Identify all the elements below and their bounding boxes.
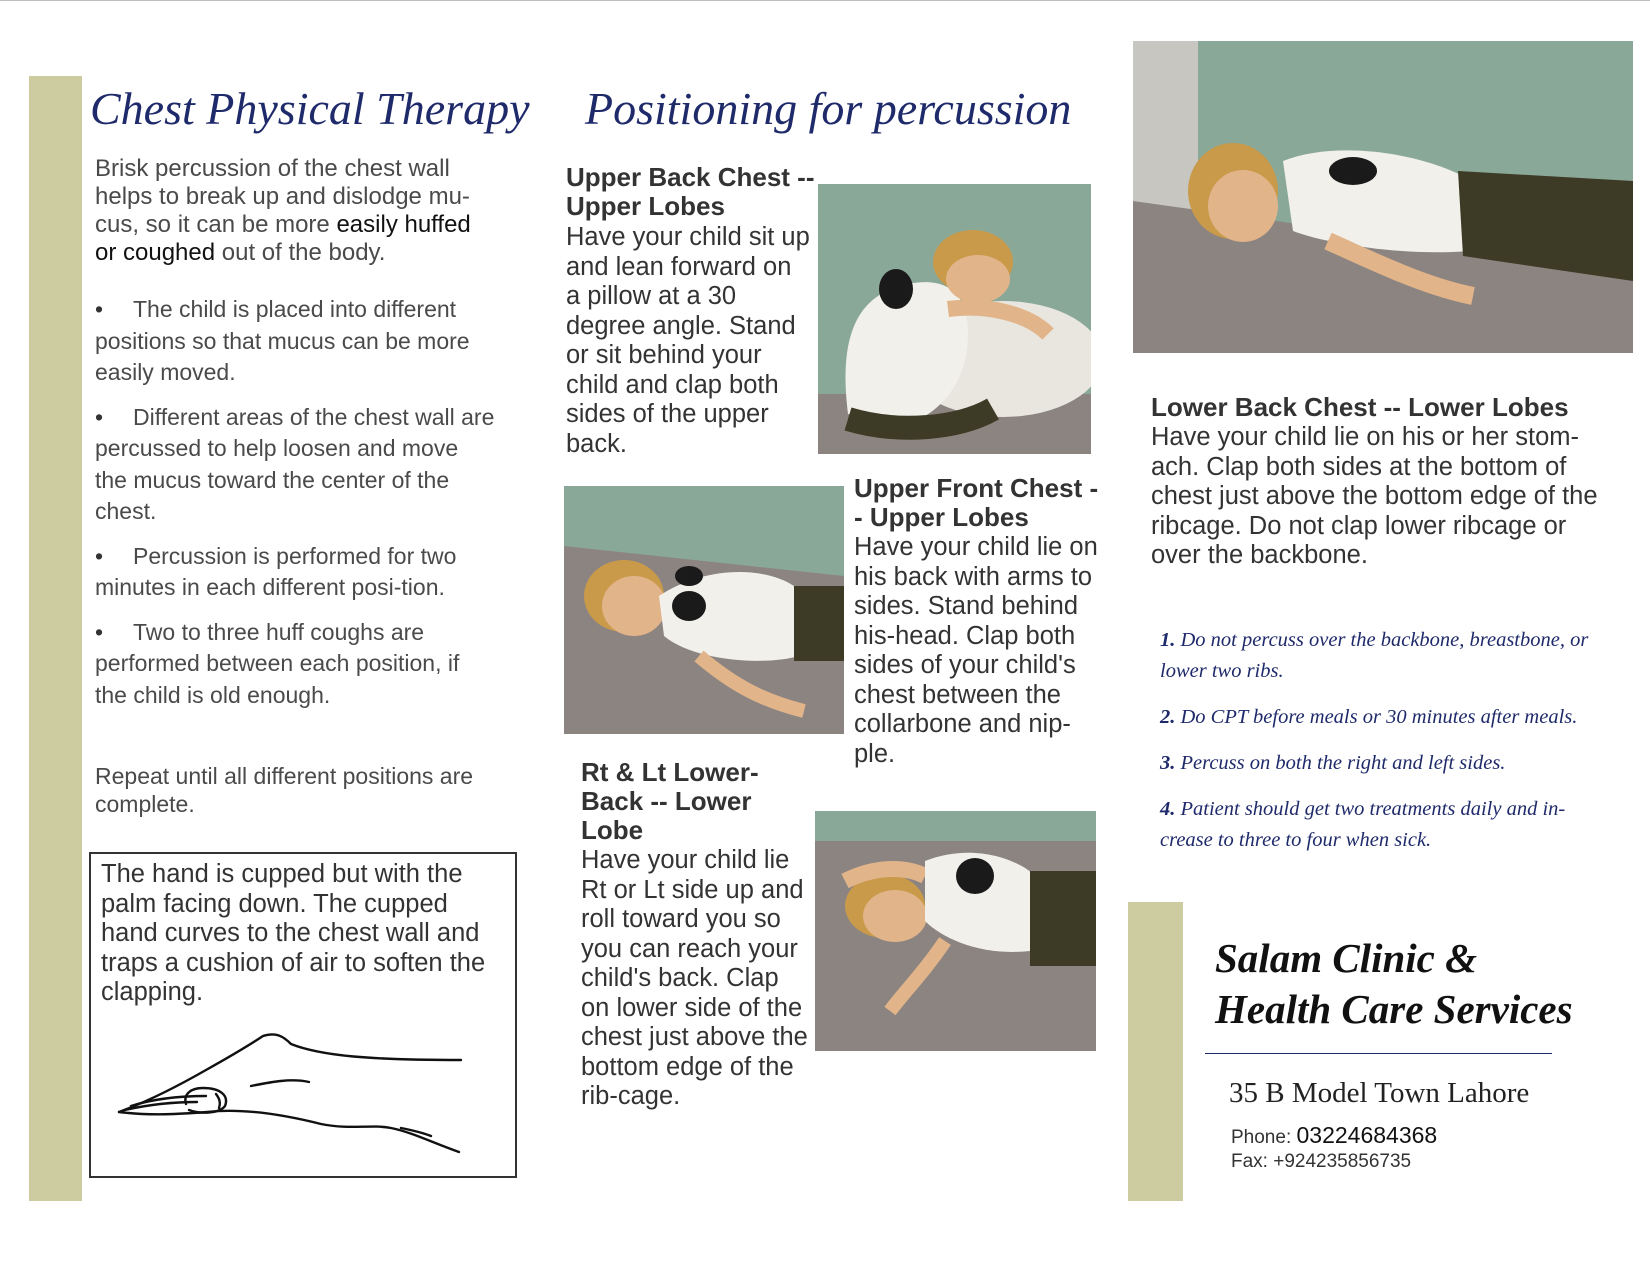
upper-front-heading: Upper Front Chest -- Upper Lobes (854, 473, 1099, 532)
clinic-phone (1231, 1122, 1437, 1149)
list-item (1160, 702, 1605, 733)
intro-text-b: easily huffed or coughed (95, 211, 471, 266)
list-item-text: Percussion is performed for two minutes in each different posi-tion. (95, 542, 457, 600)
therapy-bullet-list (95, 294, 495, 724)
lower-back-body: Have your child lie on his or her stom-ach. Clap both sides at the bottom of chest just above the bottom edge of the ribcage. Do not clap lower ribcage or over the backbone. (1151, 423, 1598, 569)
list-item (1160, 794, 1605, 856)
bullet-dot-icon: • (95, 403, 104, 430)
list-item-text: Two to three huff coughs are performed between each position, if the child is old enough. (95, 618, 460, 708)
list-item (95, 617, 495, 712)
bullet-dot-icon: • (95, 296, 104, 322)
list-item (95, 541, 495, 604)
upper-front-body: Have your child lie on his back with arms to sides. Stand behind his-head. Clap both sides of your child's chest between the collarbone and nip-ple. (854, 533, 1098, 768)
note-number: 3. (1160, 752, 1176, 774)
bullet-dot-icon: • (95, 618, 104, 645)
cupped-hand-box (89, 852, 517, 1178)
right-accent-bar (1128, 902, 1183, 1201)
list-item-text: Different areas of the chest wall are percussed to help loosen and move the mucus toward the center of the chest. (95, 403, 495, 524)
positioning-title: Positioning for percussion (585, 83, 1072, 134)
note-number: 1. (1160, 629, 1176, 651)
clinic-name-line2: Health Care Services (1215, 986, 1573, 1032)
phone-number: 03224684368 (1296, 1122, 1438, 1148)
clinic-fax: Fax: +924235856735 (1231, 1151, 1412, 1172)
intro-paragraph (95, 155, 495, 267)
phone-label: Phone: (1231, 1127, 1297, 1148)
list-item (95, 294, 495, 389)
repeat-note: Repeat until all different positions are complete. (95, 763, 474, 817)
upper-back-heading: Upper Back Chest -- Upper Lobes (566, 162, 815, 221)
child-lying-on-back-photo (564, 486, 844, 734)
child-lying-on-side-photo (815, 811, 1096, 1051)
treatment-notes (1160, 625, 1605, 871)
cupped-hand-illustration (111, 1024, 471, 1164)
note-text: Percuss on both the right and left sides. (1175, 752, 1506, 774)
clinic-address: 35 B Model Town Lahore (1229, 1077, 1530, 1109)
note-text: Do CPT before meals or 30 minutes after meals. (1175, 706, 1578, 728)
top-border (0, 0, 1650, 1)
child-lying-on-stomach-photo (1133, 41, 1633, 353)
list-item (95, 402, 495, 528)
left-accent-bar (29, 76, 82, 1201)
lower-back-heading: Lower Back Chest -- Lower Lobes (1151, 392, 1569, 422)
list-item (1160, 748, 1605, 779)
lower-side-body: Have your child lie Rt or Lt side up and roll toward you so you can reach your child's back. Clap on lower side of the chest just above the bottom edge of the rib-cage. (581, 846, 808, 1110)
clinic-name-line1: Salam Clinic & (1215, 935, 1477, 981)
bullet-dot-icon: • (95, 542, 104, 569)
chest-therapy-title: Chest Physical Therapy (90, 83, 530, 134)
note-number: 4. (1160, 798, 1176, 820)
note-number: 2. (1160, 706, 1176, 728)
intro-text-a: Brisk percussion of the chest wall helps to break up and dislodge mu-cus, so it can be more (95, 155, 470, 238)
list-item-text: The child is placed into different positions so that mucus can be more easily moved. (95, 296, 470, 385)
clinic-divider (1205, 1053, 1552, 1054)
cupped-hand-text: The hand is cupped but with the palm facing down. The cupped hand curves to the chest wall and traps a cushion of air to soften the clapping. (101, 860, 486, 1006)
list-item (1160, 625, 1605, 687)
upper-back-body: Have your child sit up and lean forward on a pillow at a 30 degree angle. Stand or sit behind your child and clap both sides of the upper back. (566, 223, 810, 458)
note-text: Do not percuss over the backbone, breastbone, or lower two ribs. (1160, 629, 1589, 682)
clinic-name (1215, 933, 1645, 1035)
note-text: Patient should get two treatments daily and in-crease to three to four when sick. (1160, 798, 1566, 851)
intro-text-c: out of the body. (215, 239, 386, 266)
lower-side-heading: Rt & Lt Lower-Back -- Lower Lobe (581, 757, 759, 845)
child-sitting-on-pillow-photo (818, 184, 1091, 454)
